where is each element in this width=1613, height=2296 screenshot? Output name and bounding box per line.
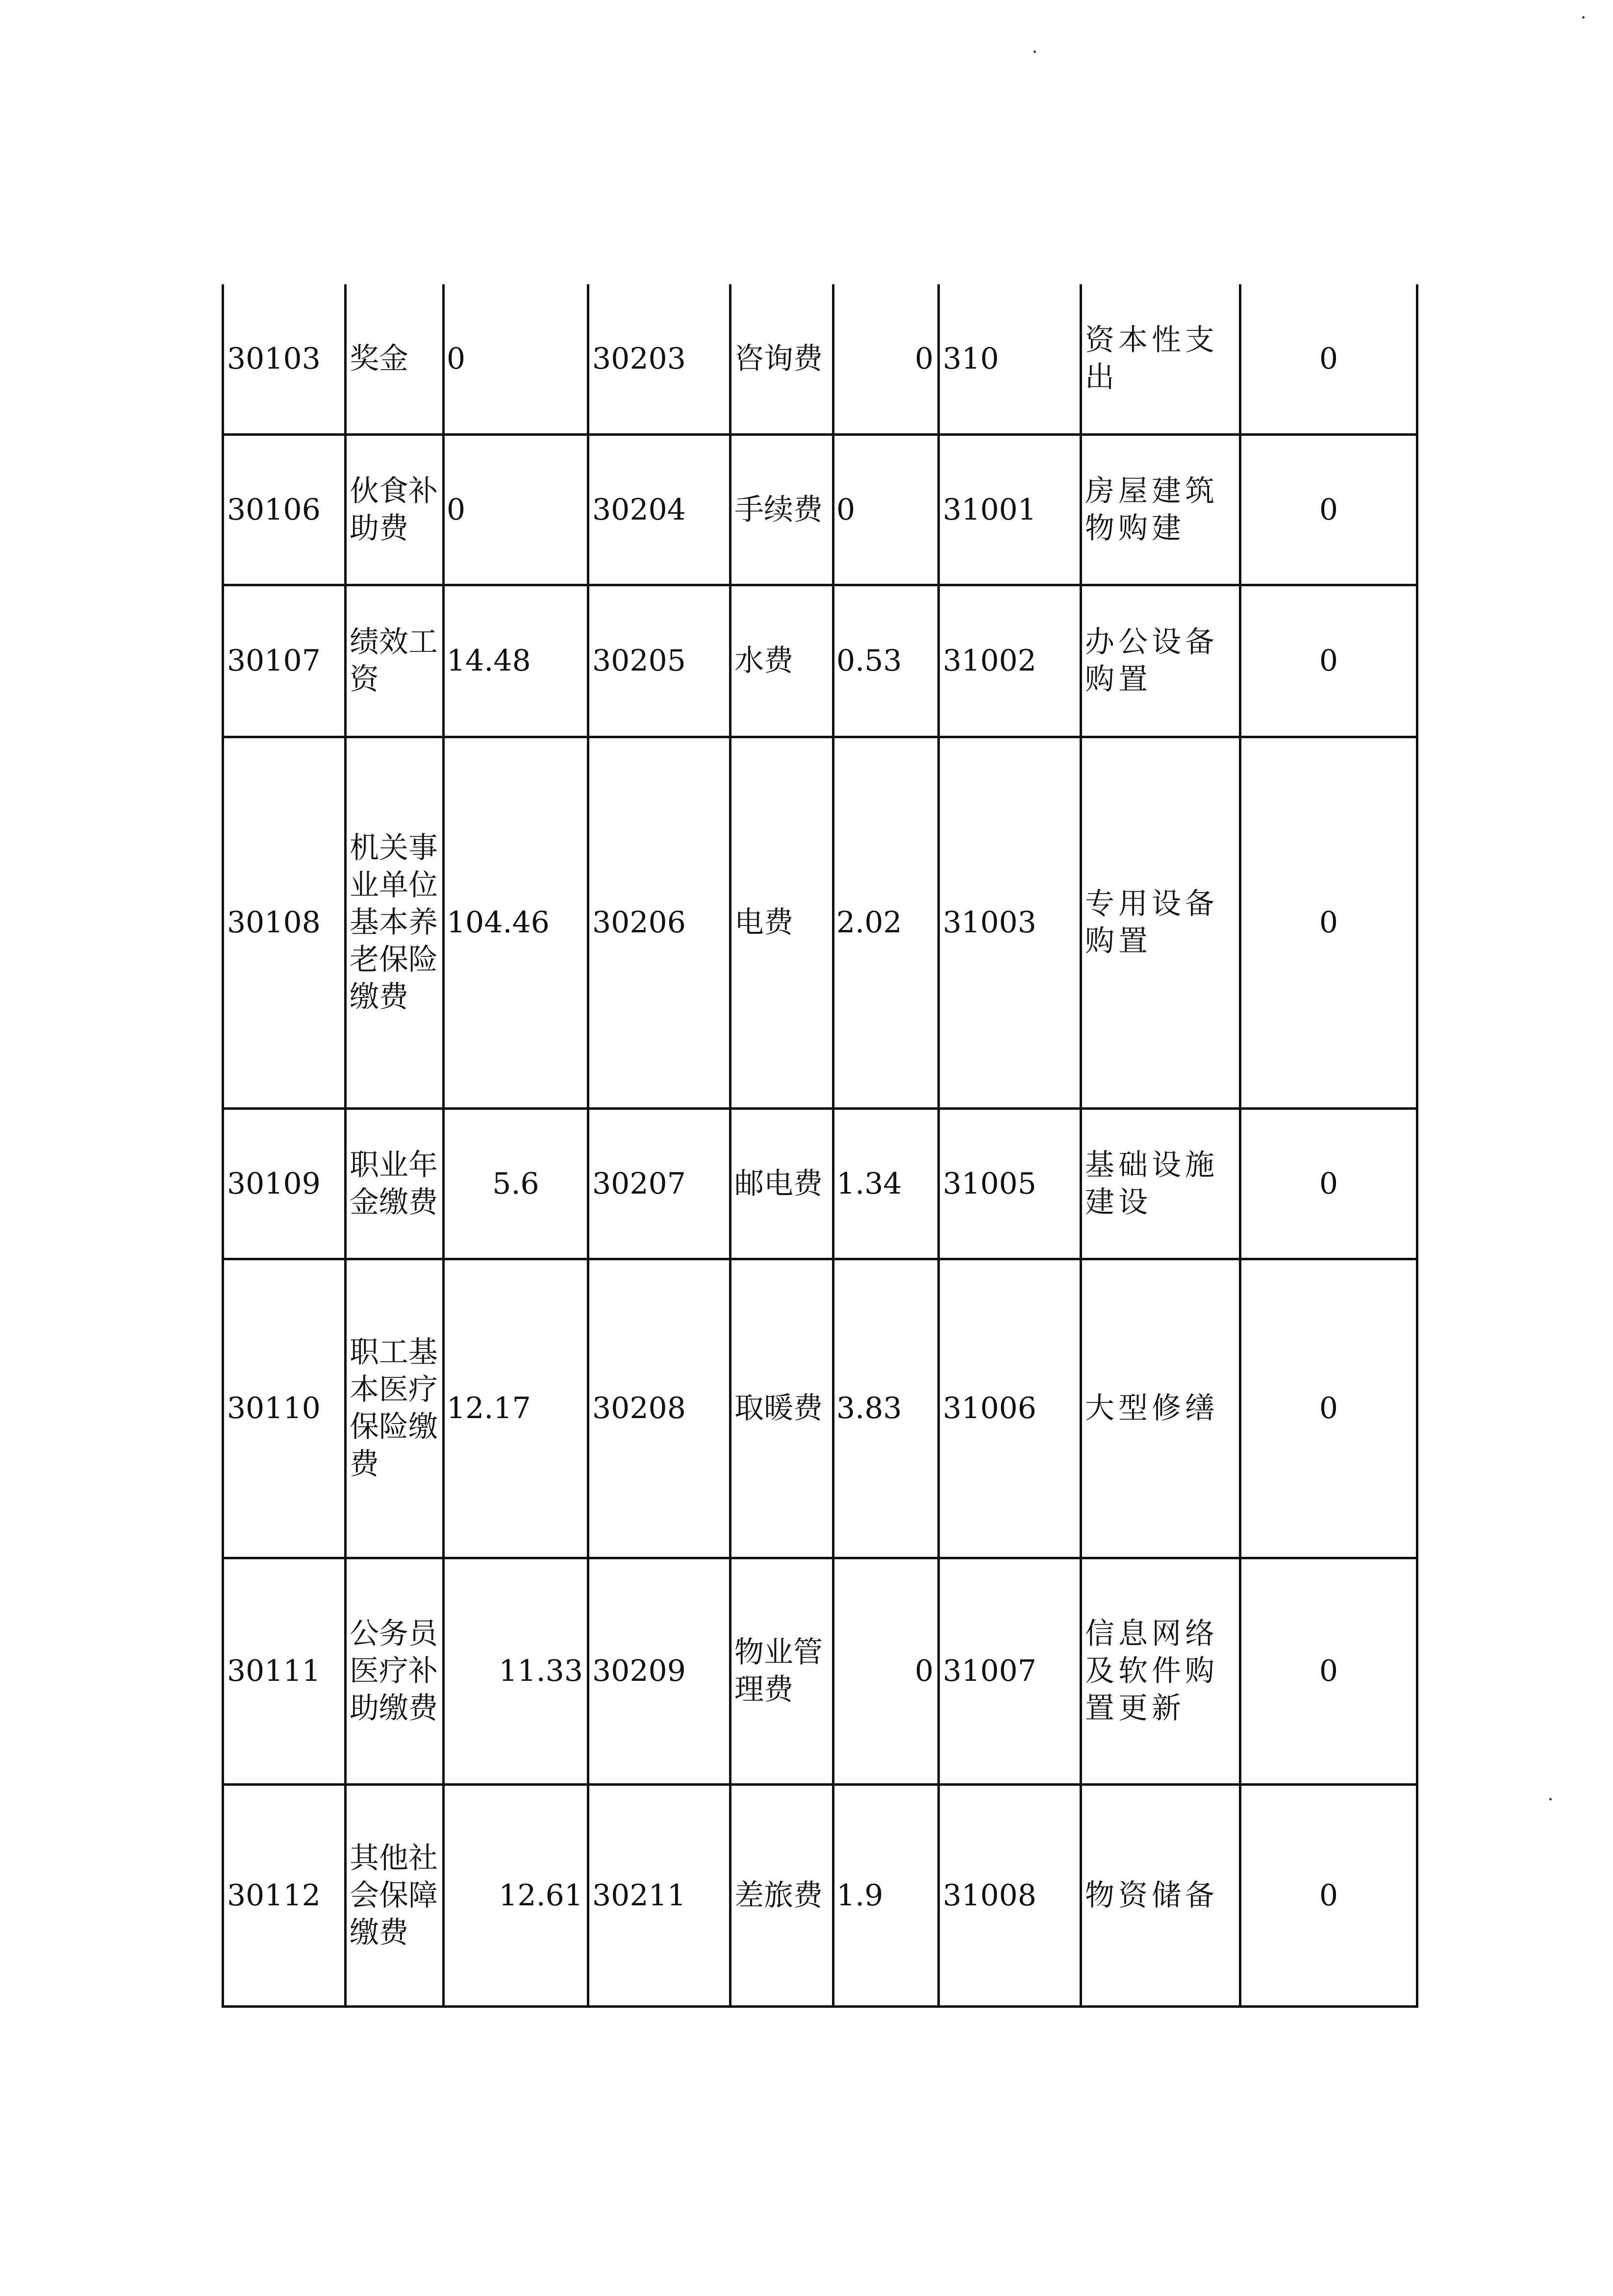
item-name-line: 资 bbox=[350, 662, 379, 697]
item-name-line: 助费 bbox=[350, 511, 408, 546]
item-name-line: 咨询费 bbox=[734, 341, 823, 376]
item-code-cell: 30208 bbox=[588, 1259, 731, 1558]
item-name-cell bbox=[1081, 737, 1240, 1108]
item-name-line: 建设 bbox=[1085, 1185, 1152, 1220]
item-name-line: 资本性支 bbox=[1085, 323, 1218, 357]
item-name-cell bbox=[346, 585, 444, 737]
item-name-line: 金缴费 bbox=[350, 1185, 438, 1220]
item-name-cell bbox=[346, 1558, 444, 1784]
item-name-cell bbox=[731, 1108, 833, 1259]
item-code-cell: 31007 bbox=[939, 1558, 1081, 1784]
item-name-line: 购置 bbox=[1085, 662, 1152, 697]
item-name-line: 基础设施 bbox=[1085, 1148, 1218, 1182]
item-code-cell: 31006 bbox=[939, 1259, 1081, 1558]
item-code-cell: 30110 bbox=[223, 1259, 346, 1558]
item-name-line: 助缴费 bbox=[350, 1691, 438, 1725]
item-name-cell bbox=[731, 434, 833, 585]
budget-expenditure-table bbox=[222, 284, 1418, 2008]
item-code-cell: 310 bbox=[939, 284, 1081, 434]
item-name-line: 缴费 bbox=[350, 1915, 408, 1950]
item-name-cell bbox=[1081, 1784, 1240, 2006]
scan-speck bbox=[1549, 1798, 1552, 1800]
item-code-cell: 30109 bbox=[223, 1108, 346, 1259]
item-name-cell bbox=[731, 1259, 833, 1558]
table-row bbox=[223, 1108, 1417, 1259]
amount-cell: 0 bbox=[833, 1558, 939, 1784]
amount-cell: 0 bbox=[1240, 1784, 1417, 2006]
item-name-line: 公务员 bbox=[350, 1617, 438, 1651]
table-row bbox=[223, 284, 1417, 434]
item-name-line: 保险缴 bbox=[350, 1410, 438, 1444]
table-row bbox=[223, 737, 1417, 1108]
table-row bbox=[223, 1259, 1417, 1558]
item-code-cell: 30207 bbox=[588, 1108, 731, 1259]
item-name-line: 其他社 bbox=[350, 1841, 438, 1875]
item-name-line: 会保障 bbox=[350, 1878, 438, 1913]
item-name-line: 职业年 bbox=[350, 1148, 438, 1182]
scan-speck bbox=[1033, 50, 1036, 53]
item-name-line: 电费 bbox=[734, 905, 793, 940]
table-body bbox=[223, 284, 1417, 2006]
item-code-cell: 31003 bbox=[939, 737, 1081, 1108]
item-code-cell: 30203 bbox=[588, 284, 731, 434]
item-name-cell bbox=[1081, 434, 1240, 585]
item-name-line: 置更新 bbox=[1085, 1691, 1185, 1725]
item-name-cell bbox=[346, 1784, 444, 2006]
item-code-cell: 31005 bbox=[939, 1108, 1081, 1259]
item-name-cell bbox=[731, 1558, 833, 1784]
item-name-line: 费 bbox=[350, 1447, 379, 1481]
amount-cell: 2.02 bbox=[833, 737, 939, 1108]
item-name-cell bbox=[346, 284, 444, 434]
amount-cell: 1.34 bbox=[833, 1108, 939, 1259]
amount-cell: 0 bbox=[1240, 585, 1417, 737]
table-row bbox=[223, 434, 1417, 585]
table-row bbox=[223, 585, 1417, 737]
item-name-line: 信息网络 bbox=[1085, 1617, 1218, 1651]
item-name-line: 物资储备 bbox=[1085, 1878, 1218, 1913]
item-name-cell bbox=[346, 737, 444, 1108]
amount-cell: 0 bbox=[444, 284, 588, 434]
item-code-cell: 31001 bbox=[939, 434, 1081, 585]
item-name-cell bbox=[731, 585, 833, 737]
item-name-line: 医疗补 bbox=[350, 1654, 438, 1688]
item-name-line: 老保险 bbox=[350, 943, 438, 977]
item-name-line: 伙食补 bbox=[350, 474, 438, 508]
item-code-cell: 30112 bbox=[223, 1784, 346, 2006]
item-code-cell: 30204 bbox=[588, 434, 731, 585]
amount-cell: 0 bbox=[833, 434, 939, 585]
item-name-line: 奖金 bbox=[350, 341, 408, 376]
amount-cell: 0 bbox=[833, 284, 939, 434]
amount-cell: 12.17 bbox=[444, 1259, 588, 1558]
table-row bbox=[223, 1558, 1417, 1784]
item-code-cell: 30209 bbox=[588, 1558, 731, 1784]
item-name-cell bbox=[1081, 1259, 1240, 1558]
item-name-cell bbox=[1081, 284, 1240, 434]
item-code-cell: 30211 bbox=[588, 1784, 731, 2006]
amount-cell: 3.83 bbox=[833, 1259, 939, 1558]
item-name-cell bbox=[731, 1784, 833, 2006]
item-name-cell bbox=[346, 434, 444, 585]
item-code-cell: 30111 bbox=[223, 1558, 346, 1784]
item-name-line: 取暖费 bbox=[734, 1391, 823, 1425]
item-name-cell bbox=[1081, 585, 1240, 737]
item-name-line: 购置 bbox=[1085, 924, 1152, 958]
item-name-line: 缴费 bbox=[350, 980, 408, 1014]
item-name-cell bbox=[346, 1108, 444, 1259]
item-name-line: 机关事 bbox=[350, 831, 438, 865]
item-code-cell: 31002 bbox=[939, 585, 1081, 737]
amount-cell: 14.48 bbox=[444, 585, 588, 737]
item-name-cell bbox=[731, 737, 833, 1108]
item-code-cell: 30108 bbox=[223, 737, 346, 1108]
amount-cell: 0.53 bbox=[833, 585, 939, 737]
item-name-line: 专用设备 bbox=[1085, 887, 1218, 921]
amount-cell: 0 bbox=[1240, 1558, 1417, 1784]
item-name-line: 办公设备 bbox=[1085, 625, 1218, 659]
item-name-line: 理费 bbox=[734, 1672, 793, 1707]
item-name-line: 手续费 bbox=[734, 492, 823, 527]
item-name-line: 出 bbox=[1085, 360, 1118, 395]
item-name-cell bbox=[1081, 1558, 1240, 1784]
item-name-line: 职工基 bbox=[350, 1335, 438, 1370]
item-name-line: 及软件购 bbox=[1085, 1654, 1218, 1688]
item-name-line: 房屋建筑 bbox=[1085, 474, 1218, 508]
amount-cell: 12.61 bbox=[444, 1784, 588, 2006]
item-name-line: 物购建 bbox=[1085, 511, 1185, 546]
amount-cell: 0 bbox=[1240, 284, 1417, 434]
item-name-line: 物业管 bbox=[734, 1635, 823, 1670]
item-code-cell: 31008 bbox=[939, 1784, 1081, 2006]
item-code-cell: 30206 bbox=[588, 737, 731, 1108]
item-name-line: 大型修缮 bbox=[1085, 1391, 1218, 1425]
item-code-cell: 30205 bbox=[588, 585, 731, 737]
item-name-line: 邮电费 bbox=[734, 1166, 823, 1201]
amount-cell: 0 bbox=[1240, 1259, 1417, 1558]
item-name-cell bbox=[731, 284, 833, 434]
item-code-cell: 30107 bbox=[223, 585, 346, 737]
item-name-cell bbox=[1081, 1108, 1240, 1259]
amount-cell: 0 bbox=[1240, 1108, 1417, 1259]
amount-cell: 11.33 bbox=[444, 1558, 588, 1784]
amount-cell: 1.9 bbox=[833, 1784, 939, 2006]
amount-cell: 0 bbox=[444, 434, 588, 585]
amount-cell: 0 bbox=[1240, 737, 1417, 1108]
item-name-line: 绩效工 bbox=[350, 625, 438, 659]
item-name-line: 水费 bbox=[734, 644, 793, 678]
item-name-cell bbox=[346, 1259, 444, 1558]
scan-speck bbox=[1582, 16, 1585, 19]
item-name-line: 基本养 bbox=[350, 905, 438, 940]
amount-cell: 104.46 bbox=[444, 737, 588, 1108]
amount-cell: 0 bbox=[1240, 434, 1417, 585]
item-code-cell: 30106 bbox=[223, 434, 346, 585]
item-name-line: 业单位 bbox=[350, 868, 438, 902]
item-name-line: 差旅费 bbox=[734, 1878, 823, 1913]
amount-cell: 5.6 bbox=[444, 1108, 588, 1259]
item-name-line: 本医疗 bbox=[350, 1373, 438, 1407]
item-code-cell: 30103 bbox=[223, 284, 346, 434]
table-row bbox=[223, 1784, 1417, 2006]
